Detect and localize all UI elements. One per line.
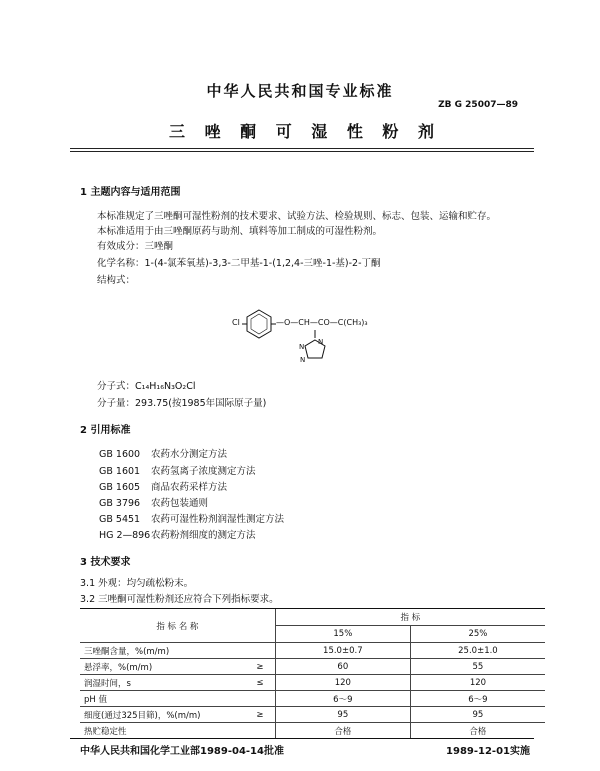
reference-item <box>99 495 208 509</box>
row-value-15: 合格 <box>275 723 410 739</box>
row-symbol <box>245 643 275 659</box>
structure-cl: Cl <box>232 318 240 327</box>
table-row <box>80 723 545 739</box>
reference-item <box>99 479 227 493</box>
molecular-formula: 分子式：C₁₄H₁₆N₃O₂Cl <box>97 381 196 392</box>
row-symbol <box>245 691 275 707</box>
row-name: 悬浮率，%(m/m) <box>80 659 245 675</box>
reference-code: GB 1601 <box>99 466 141 477</box>
reference-code: HG 2—896 <box>99 530 151 541</box>
active-ingredient: 有效成分：三唑酮 <box>97 241 174 252</box>
section-1-para-1: 本标准规定了三唑酮可湿性粉剂的技术要求、试验方法、检验规则、标志、包装、运输和贮存。 <box>97 211 497 222</box>
row-value-15: 95 <box>275 707 410 723</box>
row-value-25: 120 <box>410 675 545 691</box>
structural-formula <box>232 310 432 380</box>
reference-item <box>99 511 284 525</box>
reference-title: 商品农药采样方法 <box>151 482 228 493</box>
row-value-15: 60 <box>275 659 410 675</box>
ministry-title: 中华人民共和国专业标准 <box>206 82 394 100</box>
row-name: 三唑酮含量，%(m/m) <box>80 643 245 659</box>
chemical-name: 化学名称：1-(4-氯苯氧基)-3,3-二甲基-1-(1,2,4-三唑-1-基)-2-丁酮 <box>97 258 381 269</box>
table-row <box>80 707 545 723</box>
row-symbol: ≥ <box>245 707 275 723</box>
table-row <box>80 691 545 707</box>
row-name: 热贮稳定性 <box>80 723 245 739</box>
row-name: pH 值 <box>80 691 245 707</box>
row-symbol: ≤ <box>245 675 275 691</box>
section-1-heading: 1 主题内容与适用范围 <box>80 187 181 198</box>
structure-label: 结构式： <box>97 275 136 286</box>
row-value-15: 120 <box>275 675 410 691</box>
reference-title: 农药可湿性粉剂润湿性测定方法 <box>151 514 285 525</box>
reference-title: 农药水分测定方法 <box>151 449 228 460</box>
row-value-25: 6～9 <box>410 691 545 707</box>
row-value-25: 合格 <box>410 723 545 739</box>
reference-item <box>99 527 256 541</box>
row-value-25: 55 <box>410 659 545 675</box>
row-symbol: ≥ <box>245 659 275 675</box>
table-row <box>80 675 545 691</box>
title-rule-top <box>70 148 534 149</box>
section-1-para-2: 本标准适用于由三唑酮原药与助剂、填料等加工制成的可湿性粉剂。 <box>97 226 383 237</box>
spec-table <box>80 608 545 738</box>
clause-3-2: 3.2 三唑酮可湿性粉剂还应符合下列指标要求。 <box>80 594 279 605</box>
approval-line: 中华人民共和国化学工业部1989-04-14批准 <box>80 746 284 757</box>
reference-title: 农药包装通则 <box>151 498 209 509</box>
reference-code: GB 5451 <box>99 514 141 525</box>
table-header-row <box>80 609 545 626</box>
row-value-25: 25.0±1.0 <box>410 643 545 659</box>
reference-code: GB 1605 <box>99 482 141 493</box>
structure-chain: —O—CH—CO—C(CH₃)₃ <box>276 318 368 327</box>
reference-item <box>99 463 256 477</box>
title-rule-bottom <box>70 151 534 152</box>
table-row <box>80 659 545 675</box>
row-value-15: 15.0±0.7 <box>275 643 410 659</box>
section-3-heading: 3 技术要求 <box>80 557 131 568</box>
molecular-mass: 分子量：293.75(按1985年国际原子量) <box>97 398 267 409</box>
reference-title: 农药粉剂细度的测定方法 <box>151 530 256 541</box>
reference-code: GB 3796 <box>99 498 141 509</box>
row-value-15: 6～9 <box>275 691 410 707</box>
header-name: 指 标 名 称 <box>80 609 275 643</box>
grade-15: 15% <box>275 626 410 643</box>
table-row <box>80 643 545 659</box>
row-symbol <box>245 723 275 739</box>
clause-3-1: 3.1 外观：均匀疏松粉末。 <box>80 578 194 589</box>
footer-rule <box>70 738 534 739</box>
header-index: 指 标 <box>275 609 545 626</box>
section-2-heading: 2 引用标准 <box>80 425 131 436</box>
reference-title: 农药氢离子浓度测定方法 <box>151 466 256 477</box>
document-title: 三 唑 酮 可 湿 性 粉 剂 <box>169 122 441 141</box>
structure-n3: N <box>300 356 306 364</box>
row-name: 润湿时间，s <box>80 675 245 691</box>
effective-date: 1989-12-01实施 <box>446 746 530 757</box>
row-name: 细度(通过325目筛)，%(m/m) <box>80 707 245 723</box>
structure-n1: N <box>318 338 324 346</box>
row-value-25: 95 <box>410 707 545 723</box>
reference-code: GB 1600 <box>99 449 141 460</box>
grade-25: 25% <box>410 626 545 643</box>
reference-item <box>99 446 227 460</box>
standard-code: ZB G 25007—89 <box>438 100 518 110</box>
structure-n2: N <box>299 343 305 351</box>
